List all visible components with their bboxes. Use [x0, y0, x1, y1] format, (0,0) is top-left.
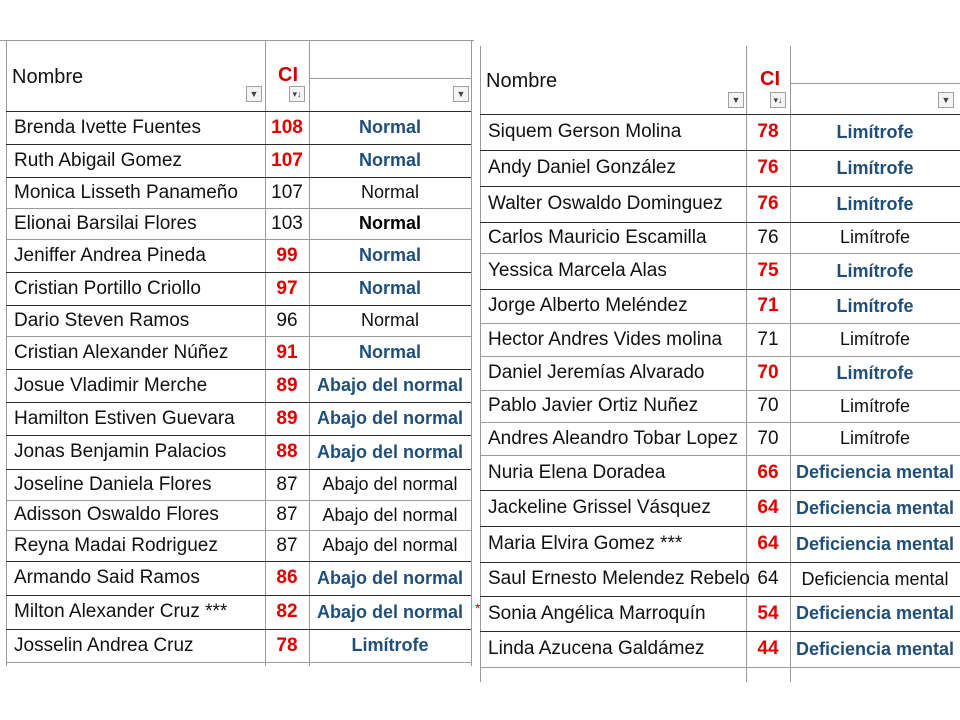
table-row — [480, 490, 960, 526]
cell-clasificacion[interactable]: Normal — [360, 310, 419, 330]
table-row — [0, 435, 474, 469]
table-row — [480, 455, 960, 490]
cell-ci[interactable]: 87 — [276, 473, 298, 495]
header-ci: CI — [760, 68, 780, 90]
cell-nombre[interactable]: Pablo Javier Ortiz Nuñez — [488, 395, 699, 416]
cell-ci[interactable]: 64 — [757, 568, 779, 589]
cell-ci[interactable]: 82 — [276, 601, 298, 622]
table-row — [480, 150, 960, 186]
table-row — [0, 469, 474, 500]
cell-ci[interactable]: 76 — [757, 157, 779, 178]
cell-nombre[interactable]: Walter Oswaldo Dominguez — [488, 193, 723, 214]
row-divider — [480, 667, 960, 668]
table-row — [0, 208, 474, 239]
cell-nombre[interactable]: Andy Daniel González — [488, 157, 676, 178]
cell-nombre[interactable]: Hamilton Estiven Guevara — [14, 407, 235, 429]
cell-clasificacion[interactable]: Limítrofe — [839, 395, 911, 416]
cell-clasificacion[interactable]: Normal — [358, 245, 421, 265]
cell-clasificacion[interactable]: Deficiencia mental — [795, 603, 955, 623]
cell-clasificacion[interactable]: Abajo del normal — [316, 567, 464, 588]
cell-nombre[interactable]: Josselin Andrea Cruz — [14, 634, 194, 656]
row-divider — [6, 662, 471, 663]
cell-ci[interactable]: 71 — [757, 328, 779, 350]
cell-ci[interactable]: 89 — [276, 407, 298, 429]
cell-ci[interactable]: 76 — [757, 226, 779, 248]
table-top-border — [0, 40, 474, 41]
header-nombre: Nombre — [12, 66, 84, 88]
header-bottom-border — [480, 114, 960, 115]
table-row — [0, 561, 474, 595]
table-row — [480, 526, 960, 562]
cell-clasificacion[interactable]: Abajo del normal — [322, 535, 458, 555]
filter-dropdown-icon[interactable]: ▼ — [453, 86, 469, 102]
cell-nombre[interactable]: Maria Elvira Gomez *** — [488, 533, 683, 554]
table-row — [0, 402, 474, 435]
cell-ci[interactable]: 70 — [757, 362, 779, 383]
cell-clasificacion[interactable]: Limítrofe — [839, 227, 911, 247]
cell-nombre[interactable]: Carlos Mauricio Escamilla — [488, 226, 707, 248]
cell-nombre[interactable]: Jackeline Grissel Vásquez — [488, 497, 711, 518]
cell-ci[interactable]: 75 — [757, 260, 779, 281]
cell-nombre[interactable]: Cristian Portillo Criollo — [14, 277, 201, 299]
cell-nombre[interactable]: Armando Said Ramos — [14, 567, 200, 588]
cell-clasificacion[interactable]: Limítrofe — [351, 635, 429, 655]
cell-clasificacion[interactable]: Deficiencia mental — [795, 497, 955, 518]
cell-ci[interactable]: 44 — [757, 638, 779, 659]
cell-clasificacion[interactable]: Limítrofe — [836, 362, 914, 383]
cell-ci[interactable]: 91 — [276, 341, 298, 363]
cell-ci[interactable]: 107 — [271, 149, 303, 171]
cell-nombre[interactable]: Monica Lisseth Panameño — [14, 181, 238, 203]
cell-clasificacion[interactable]: Abajo del normal — [316, 601, 464, 622]
table-row — [480, 114, 960, 150]
cell-clasificacion[interactable]: Limítrofe — [836, 157, 914, 178]
cell-ci[interactable]: 64 — [757, 533, 779, 554]
cell-clasificacion[interactable]: Deficiencia mental — [801, 568, 949, 589]
cell-ci[interactable]: 103 — [271, 212, 303, 234]
cell-nombre[interactable]: Daniel Jeremías Alvarado — [488, 362, 705, 383]
cell-clasificacion[interactable]: Limítrofe — [839, 428, 911, 448]
filter-dropdown-icon[interactable]: ▼ — [246, 86, 262, 102]
cell-ci[interactable]: 76 — [757, 193, 779, 214]
cell-nombre[interactable]: Saul Ernesto Melendez Rebelo — [488, 568, 750, 589]
table-row — [480, 356, 960, 390]
table-row — [0, 239, 474, 272]
table-row — [480, 186, 960, 222]
header-inner-border — [790, 83, 960, 84]
left-table — [0, 40, 474, 666]
table-row — [0, 272, 474, 305]
cell-clasificacion[interactable]: Limítrofe — [836, 121, 914, 142]
cell-nombre[interactable]: Milton Alexander Cruz *** — [14, 601, 228, 622]
sort-descending-filter-icon[interactable]: ▾↓ — [289, 86, 305, 102]
table-row — [0, 305, 474, 336]
cell-nombre[interactable]: Linda Azucena Galdámez — [488, 638, 705, 659]
cell-ci[interactable]: 64 — [757, 497, 779, 518]
cell-ci[interactable]: 86 — [276, 567, 298, 588]
cell-clasificacion[interactable]: Limítrofe — [836, 193, 914, 214]
cell-ci[interactable]: 108 — [271, 116, 303, 138]
cell-clasificacion[interactable]: Abajo del normal — [322, 474, 458, 494]
cell-clasificacion[interactable]: Normal — [360, 182, 419, 202]
cell-clasificacion[interactable]: Abajo del normal — [316, 408, 464, 428]
table-row — [480, 323, 960, 356]
header-nombre: Nombre — [486, 70, 558, 92]
cell-ci[interactable]: 70 — [757, 395, 779, 416]
cell-ci[interactable]: 54 — [757, 602, 779, 624]
cell-clasificacion[interactable]: Normal — [358, 213, 421, 233]
table-row — [480, 422, 960, 455]
table-row — [480, 222, 960, 253]
cell-nombre[interactable]: Ruth Abigail Gomez — [14, 149, 182, 171]
cell-nombre[interactable]: Jorge Alberto Meléndez — [488, 295, 688, 316]
cell-clasificacion[interactable]: Limítrofe — [839, 329, 911, 349]
cell-nombre[interactable]: Nuria Elena Doradea — [488, 461, 666, 483]
table-row — [0, 144, 474, 177]
filter-dropdown-icon[interactable]: ▼ — [938, 92, 954, 108]
cell-clasificacion[interactable]: Deficiencia mental — [795, 462, 955, 482]
cell-nombre[interactable]: Cristian Alexander Núñez — [14, 341, 229, 363]
filter-dropdown-icon[interactable]: ▼ — [728, 92, 744, 108]
cell-ci[interactable]: 89 — [276, 374, 298, 396]
cell-clasificacion[interactable]: Normal — [358, 117, 421, 137]
table-row — [0, 336, 474, 369]
edge-asterisk: * — [475, 600, 481, 616]
cell-ci[interactable]: 88 — [276, 441, 298, 462]
cell-ci[interactable]: 87 — [276, 504, 298, 525]
cell-clasificacion[interactable]: Limítrofe — [836, 260, 914, 281]
table-row — [0, 500, 474, 530]
cell-ci[interactable]: 87 — [276, 534, 298, 556]
cell-clasificacion[interactable]: Abajo del normal — [322, 504, 458, 525]
table-row — [480, 562, 960, 596]
cell-nombre[interactable]: Joseline Daniela Flores — [14, 473, 212, 495]
cell-clasificacion[interactable]: Normal — [358, 150, 421, 170]
cell-nombre[interactable]: Brenda Ivette Fuentes — [14, 116, 201, 138]
right-table — [480, 46, 960, 682]
cell-clasificacion[interactable]: Abajo del normal — [316, 441, 464, 462]
table-row — [0, 530, 474, 561]
table-row — [480, 253, 960, 289]
header-ci: CI — [278, 64, 298, 86]
cell-ci[interactable]: 97 — [276, 277, 298, 299]
cell-ci[interactable]: 99 — [276, 244, 298, 266]
cell-nombre[interactable]: Dario Steven Ramos — [14, 309, 190, 331]
cell-nombre[interactable]: Adisson Oswaldo Flores — [14, 504, 219, 525]
table-row — [0, 177, 474, 208]
cell-clasificacion[interactable]: Deficiencia mental — [795, 533, 955, 554]
table-row — [480, 289, 960, 323]
cell-nombre[interactable]: Reyna Madai Rodriguez — [14, 534, 218, 556]
cell-nombre[interactable]: Yessica Marcela Alas — [488, 260, 667, 281]
cell-ci[interactable]: 66 — [757, 461, 779, 483]
table-row — [480, 631, 960, 667]
cell-clasificacion[interactable]: Normal — [358, 278, 421, 298]
cell-ci[interactable]: 70 — [757, 427, 779, 449]
cell-nombre[interactable]: Jeniffer Andrea Pineda — [14, 244, 206, 266]
cell-clasificacion[interactable]: Normal — [358, 342, 421, 362]
cell-ci[interactable]: 78 — [276, 634, 298, 656]
cell-clasificacion[interactable]: Abajo del normal — [316, 375, 464, 395]
table-row — [0, 111, 474, 144]
cell-ci[interactable]: 71 — [757, 295, 779, 316]
cell-nombre[interactable]: Elionai Barsilai Flores — [14, 212, 197, 234]
cell-nombre[interactable]: Hector Andres Vides molina — [488, 328, 723, 350]
cell-clasificacion[interactable]: Deficiencia mental — [795, 638, 955, 659]
cell-ci[interactable]: 96 — [276, 309, 298, 331]
table-row — [0, 595, 474, 629]
cell-nombre[interactable]: Jonas Benjamin Palacios — [14, 441, 227, 462]
cell-nombre[interactable]: Josue Vladimir Merche — [14, 374, 208, 396]
table-row — [480, 596, 960, 631]
cell-nombre[interactable]: Andres Aleandro Tobar Lopez — [488, 427, 738, 449]
header-inner-border — [309, 78, 471, 79]
table-row — [0, 629, 474, 662]
cell-ci[interactable]: 78 — [757, 121, 779, 142]
cell-ci[interactable]: 107 — [271, 181, 303, 203]
cell-nombre[interactable]: Siquem Gerson Molina — [488, 121, 682, 142]
table-row — [480, 390, 960, 422]
cell-nombre[interactable]: Sonia Angélica Marroquín — [488, 602, 706, 624]
cell-clasificacion[interactable]: Limítrofe — [836, 295, 914, 316]
table-row — [0, 369, 474, 402]
sort-descending-filter-icon[interactable]: ▾↓ — [770, 92, 786, 108]
header-bottom-border — [6, 111, 471, 112]
